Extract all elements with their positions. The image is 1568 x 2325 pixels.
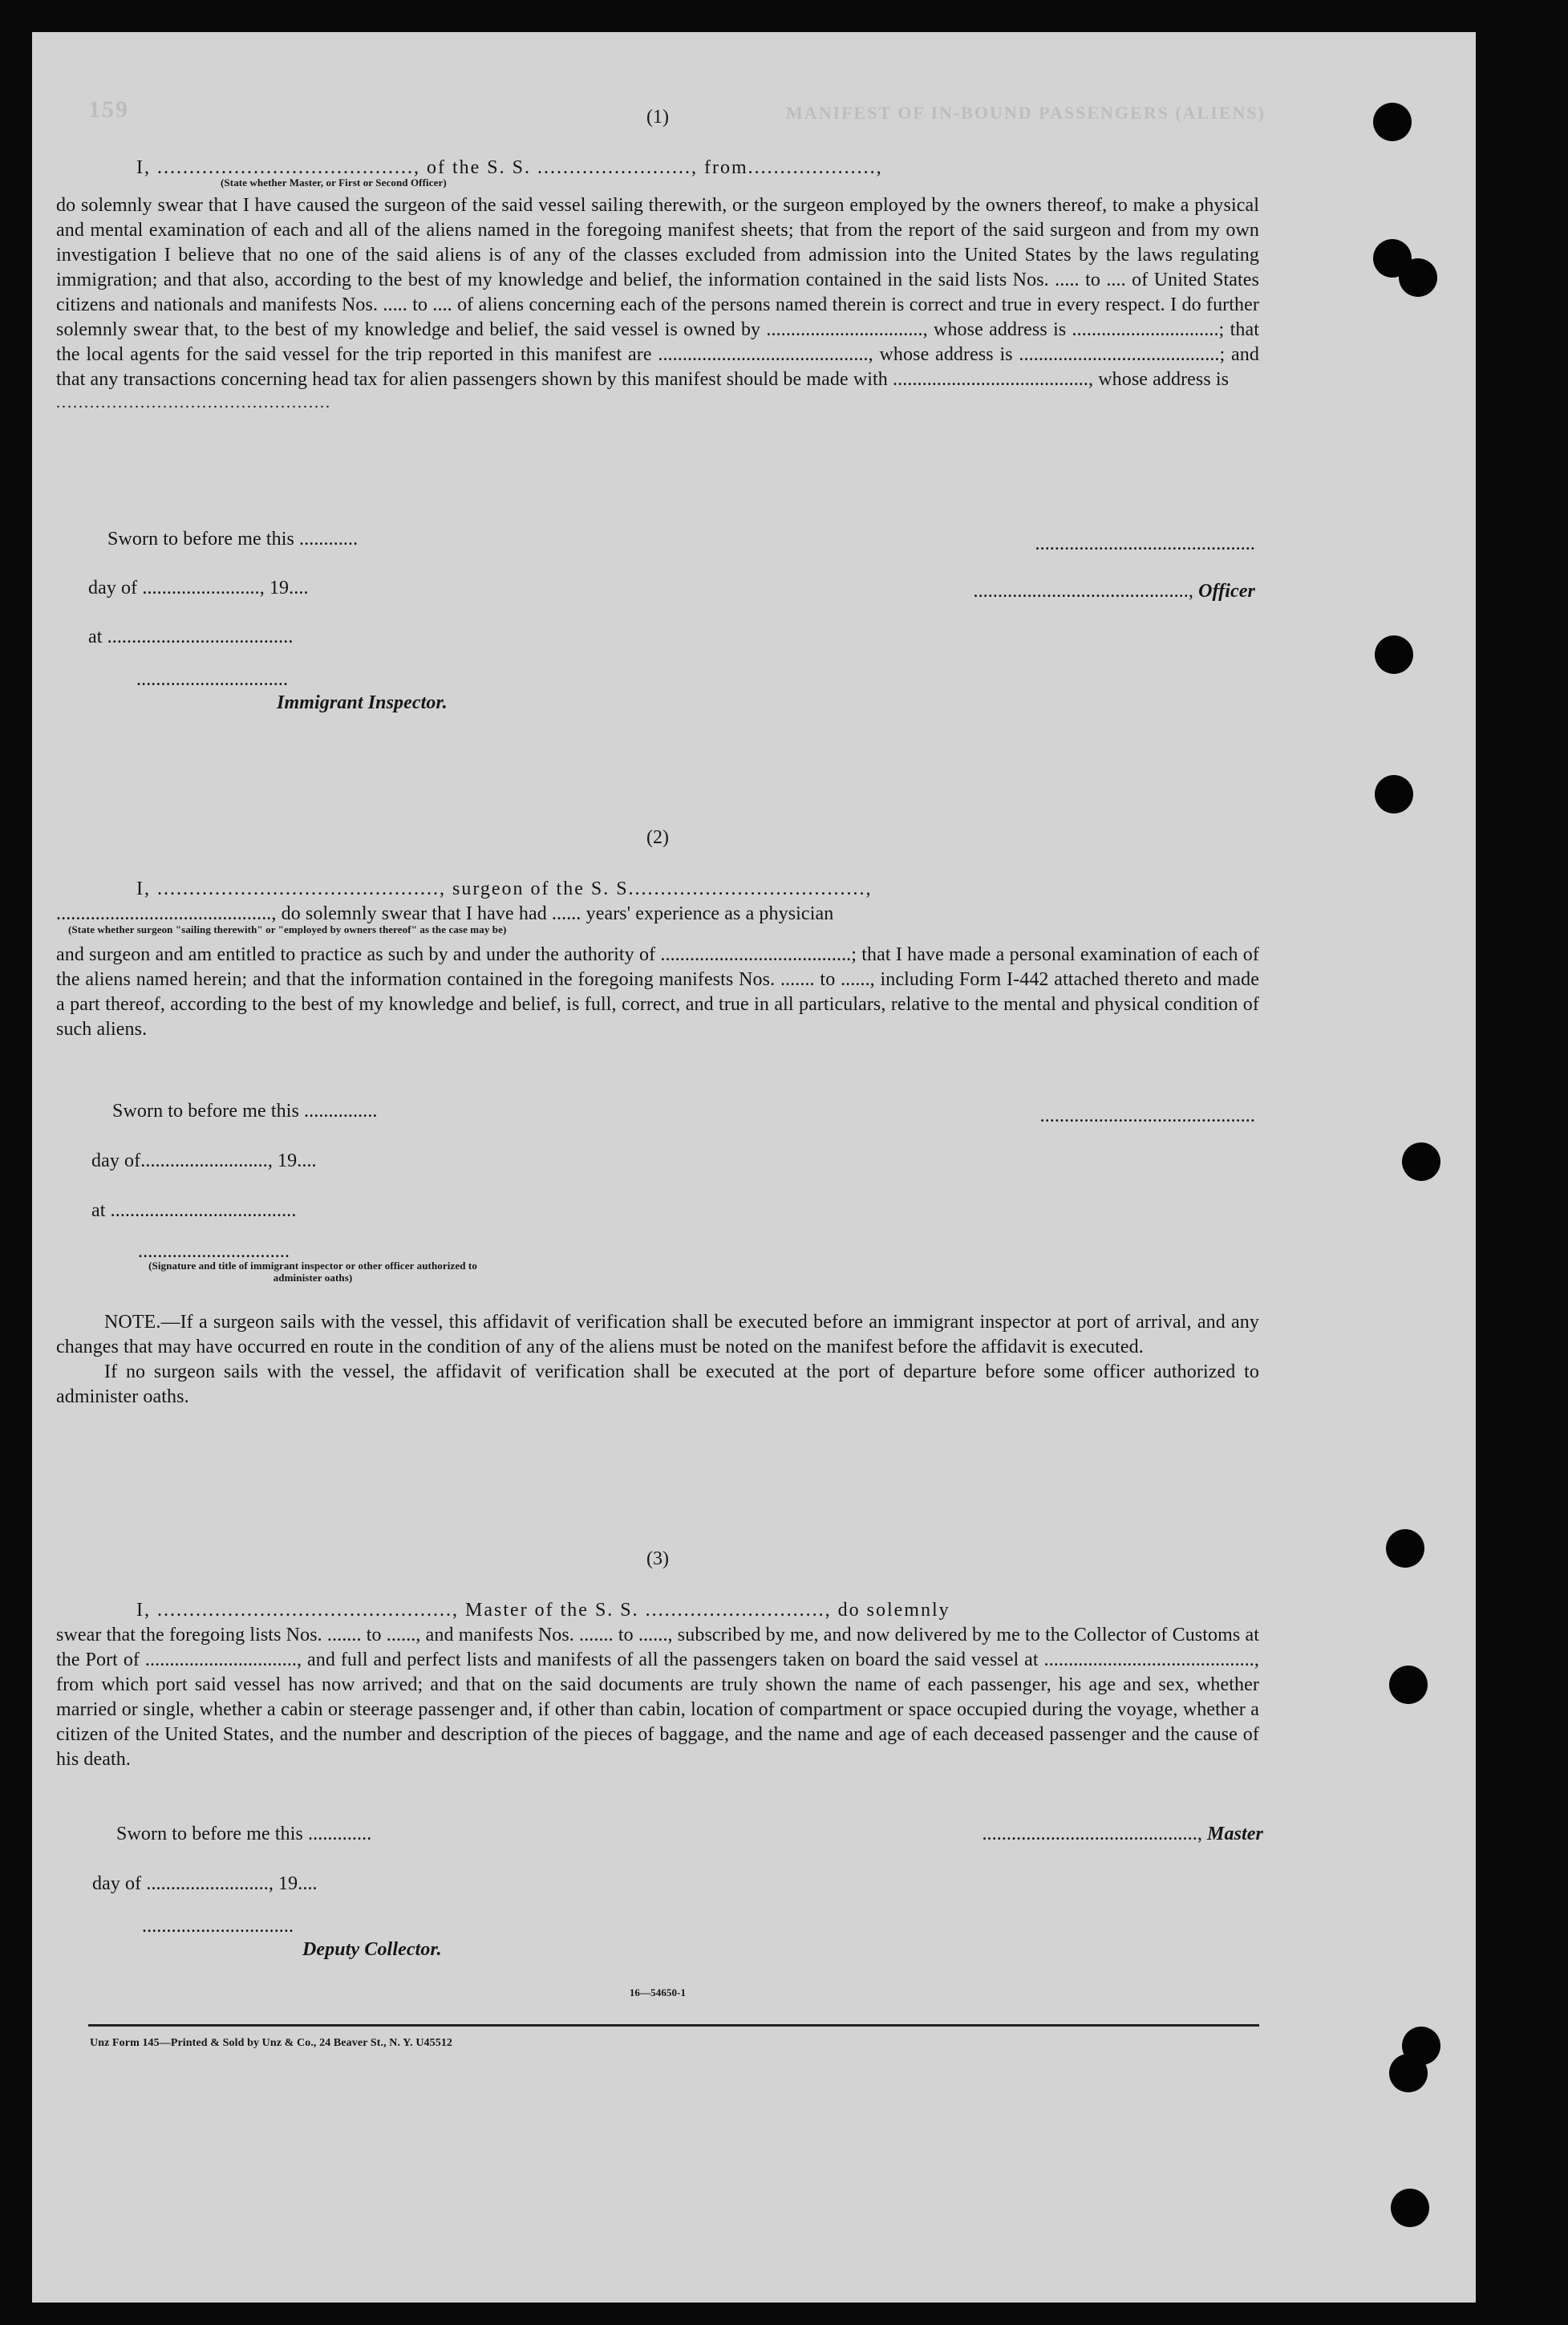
binder-hole — [1399, 258, 1437, 297]
section-1-day: day of ........................, 19.... — [88, 578, 309, 598]
section-2-paragraph: and surgeon and am entitled to practice as such by and under the authority of .......................................; that I have made a personal examination of each of the aliens named herein; and that the information contained in the foregoing manifests Nos. ....... to ......, including Form I-442 attached thereto and made a part thereof, according to the best of my knowledge and belief, is full, correct, and true in all particulars, relative to the mental and physical condition of such aliens. — [56, 944, 1259, 1040]
section-1-paragraph: do solemnly swear that I have caused the surgeon of the said vessel sailing therewith, or the surgeon employed by the owners thereof, to make a physical and mental examination of each and all of the aliens named in the foregoing manifest sheets; that from the report of the said surgeon and from my own investigation I believe that no one of the said aliens is of any of the classes excluded from admission into the United States by the laws regulating immigration; and that also, according to the best of my knowledge and belief, the information contained in the said lists Nos. ..... to .... of United States citizens and nationals and manifests Nos. ..... to .... of aliens concerning each of the persons named therein is correct and true in every respect. I do further solemnly swear that, to the best of my knowledge and belief, the said vessel is owned by ................................, whose address is ..............................; that the local agents for the said vessel for the trip reported in this manifest are ..........................................., whose address is .........................................; and that any transactions concerning head tax for alien passengers shown by this manifest should be made with ........................................, whose address is — [56, 195, 1259, 390]
section-2-signature-dots: ............................... — [138, 1241, 290, 1262]
section-3-master-label: Master — [1207, 1824, 1263, 1844]
section-2 — [56, 877, 1259, 1042]
section-3-sworn-block — [92, 1822, 598, 1962]
section-1-right-signature-line: ............................................. — [1035, 534, 1255, 554]
section-3-sworn: Sworn to before me this ............. — [116, 1824, 372, 1844]
section-1-at: at ...................................... — [88, 627, 294, 647]
section-2-sworn-block — [91, 1099, 594, 1284]
section-1-number: (1) — [646, 107, 669, 128]
section-2-at: at ...................................... — [91, 1200, 297, 1221]
section-1-sworn-block — [88, 527, 569, 716]
section-1 — [56, 156, 1259, 416]
section-2-sworn: Sworn to before me this ............... — [112, 1101, 378, 1122]
section-1-trailing-dots: ................................................. — [56, 394, 331, 412]
section-3-paragraph: swear that the foregoing lists Nos. ....... to ......, and manifests Nos. ....... to ......, subscribed by me, and now delivered by me to the Collector of Customs at the Port of ..............................., and full and perfect lists and manifests of all the passengers taken on board the said vessel at ..........................................., from which port said vessel has now arrived; and that on the said documents are truly shown the name of each passenger, his age and sex, whether married or single, whether a cabin or steerage passenger and, if other than cabin, location of compartment or space occupied during the voyage, whether a citizen of the United States, and the number and description of the pieces of baggage, and the name and age of each deceased passenger and the cause of his death. — [56, 1625, 1259, 1770]
faint-page-number: 159 — [88, 96, 129, 123]
binder-hole — [1375, 635, 1413, 674]
section-3-signature-dots: ............................... — [142, 1916, 294, 1937]
section-3-master-dots: ............................................, — [982, 1824, 1202, 1844]
section-3-day: day of ........................., 19.... — [92, 1873, 318, 1894]
footer-rule — [88, 2024, 1259, 2027]
section-1-first-line: I, ........................................, of the S. S. ........................, from...................., — [136, 157, 883, 178]
section-2-note-2: If no surgeon sails with the vessel, the affidavit of verification shall be executed at the port of departure before some officer authorized to administer oaths. — [56, 1361, 1259, 1407]
section-1-officer-block — [742, 532, 1255, 604]
section-1-signature-dots: ............................... — [136, 669, 289, 690]
section-3-number: (3) — [646, 1548, 669, 1569]
section-3-master-line — [742, 1822, 1263, 1847]
section-3-first-line: I, .............................................., Master of the S. S. ............................, do solemnly — [136, 1600, 950, 1621]
section-2-second-line: ............................................, do solemnly swear that I have had ...... years' experience as a physician — [56, 903, 834, 924]
binder-hole — [1389, 1666, 1428, 1704]
section-1-officer-dots: ............................................, — [973, 581, 1193, 602]
section-1-immigrant-inspector: Immigrant Inspector. — [277, 692, 448, 713]
faint-header-title: MANIFEST OF IN-BOUND PASSENGERS (ALIENS) — [786, 103, 1266, 123]
section-2-right-signature: ............................................ — [1039, 1106, 1255, 1126]
section-2-signature-caption: (Signature and title of immigrant inspector or other officer authorized to administer oaths) — [148, 1260, 477, 1284]
section-2-caption: (State whether surgeon "sailing therewith" or "employed by owners thereof" as the case may be) — [68, 923, 507, 935]
binder-hole — [1389, 2054, 1428, 2092]
section-1-sworn: Sworn to before me this ............ — [107, 529, 359, 550]
binder-hole — [1375, 775, 1413, 814]
binder-hole — [1386, 1529, 1424, 1568]
form-code: 16—54650-1 — [629, 1986, 687, 1998]
binder-hole — [1391, 2189, 1429, 2227]
section-3 — [56, 1598, 1259, 1772]
section-1-officer-label: Officer — [1198, 581, 1255, 602]
section-2-number: (2) — [646, 827, 669, 848]
binder-hole — [1402, 1142, 1440, 1181]
section-2-notes — [56, 1310, 1259, 1410]
binder-hole — [1373, 103, 1412, 141]
section-2-first-line: I, ............................................, surgeon of the S. S....................................., — [136, 878, 873, 899]
section-2-day: day of.........................., 19.... — [91, 1150, 317, 1171]
section-2-note: NOTE.—If a surgeon sails with the vessel, this affidavit of verification shall be executed before an immigrant inspector at port of arrival, and any changes that may have occurred en route in the condition of any of the aliens must be noted on the manifest before the affidavit is executed. — [56, 1312, 1259, 1357]
section-3-deputy-collector: Deputy Collector. — [302, 1939, 442, 1960]
section-1-caption: (State whether Master, or First or Second Officer) — [221, 177, 447, 189]
printer-footer: Unz Form 145—Printed & Sold by Unz & Co., 24 Beaver St., N. Y. U45512 — [90, 2037, 453, 2049]
